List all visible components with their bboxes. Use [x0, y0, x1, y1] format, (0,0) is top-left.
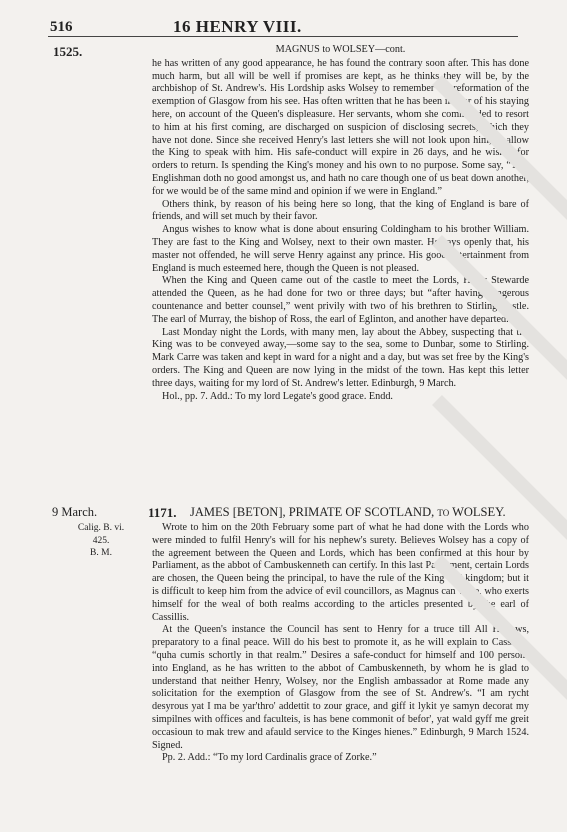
paragraph: Angus wishes to know what is done about ensuring Coldingham to his brother William. They are fast to the King and Wolsey, next to their own master. He says openly that, his master not offended, he will serve Henry against any prince. His good entertainment from England is much esteemed here, though the Queen is not pleased. — [152, 224, 529, 274]
paragraph: Last Monday night the Lords, with many men, lay about the Abbey, suspecting that the King was to be conveyed away,—some say to the sea, some to Dunbar, some to Stirling. Mark Carre was taken and kept in ward for a night and a day, but was set free by the King's orders. The King and Queen are now lying in the midst of the town. Has kept this letter three days, waiting for my lord of St. Andrew's letter. Edinburgh, 9 March. — [152, 326, 529, 389]
endorsement-line: Pp. 2. Add.: “To my lord Cardinalis grace of Zorke.” — [162, 752, 377, 764]
entry-title: JAMES [BETON], PRIMATE OF SCOTLAND, to WOLSEY. — [190, 505, 506, 519]
paragraph: Wrote to him on the 20th February some part of what he had done with the Lords who were minded to fulfil Henry's will for his nephew's surety. Believes Wolsey has a copy of the agreement between the Queen and Lords, which has been confirmed at this hour by Parliament, as the abbot of Cambuskenneth can certify. In this last Parliament, certain Lords are chosen, the Queen being the principal, to have the rule of the King and kingdom; but it is difficult to keep him from the advice of evil councillors, as Magnus can write, who exerts himself for the weal of both realms according to the articles presented by the earl of Cassillis. — [152, 522, 529, 623]
entry-date: 9 March. — [52, 505, 98, 519]
entry-number: 1171. — [148, 505, 177, 520]
running-title: 16 HENRY VIII. — [173, 17, 302, 36]
margin-reference — [56, 522, 146, 560]
page-number: 516 — [50, 19, 73, 35]
section-beton — [152, 522, 529, 765]
paragraph: At the Queen's instance the Council has sent to Henry for a truce till All Hallows, preparatory to a final peace. Will do his best to promote it, as he will explain to Cassillis, “quha cumis schortly in that realm.” Desires a safe-conduct for himself and 100 persons into England, as he has written to the abbot of Cambuskenneth, by whom he is glad to understand that neither Henry, Wolsey, nor the English ambassador at Rome made any solicitation for the exemption of Glasgow from the see of St. Andrew's. “I am rycht desyrous yat I ma be yar'thro' addettit to zour grace, and giff it lykit ye samyn decorat my simpilnes with offices and faculteis, is has bene commonit of befor', yat wald gyff me greit occasioun to mak trew and afauld service to the Kinges hienes.” Edinburgh, 9 March 1524. Signed. — [152, 624, 529, 751]
section-magnus — [152, 44, 529, 403]
margin-ref-line: Calig. B. vi. — [77, 523, 125, 533]
endorsement-line: Hol., pp. 7. Add.: To my lord Legate's good grace. Endd. — [162, 390, 393, 402]
header-rule — [48, 36, 518, 37]
paragraph: When the King and Queen came out of the castle to meet the Lords, Harry Stewarde attended the Queen, as he had done for two or three days; but “after having dangerous countenance and better counsel,” went privily with two of his brethren to Stirling Castle. The earl of Murray, the bishop of Ross, the earl of Eglinton, and another have departed. — [152, 275, 529, 325]
margin-ref-line: B. M. — [90, 548, 112, 559]
margin-ref-line: 425. — [92, 535, 110, 546]
margin-year: 1525. — [53, 44, 83, 59]
paragraph: he has written of any good appearance, he has found the contrary soon after. This has done much harm, but all will be well if promises are kept, as he thinks they will be, by the archbishop of St. Andrew's. His Lordship asks Wolsey to remember the reformation of the exemption of Glasgow from his see. Has often written that he has been in fear of his staying here, on account of the Queen's displeasure. Her servants, whom she commanded to resort to him at his first coming, are discharged on suspicion of disclosing secrets, which they have not done. Since she received Henry's last letters she will not look upon him, or allow the King to speak with him. His safe-conduct will expire in 26 days, and he wishes for orders to return. Is spending the King's money and his own to no purpose. Some say, “This Englishman doth no good amongst us, and hath no care though one of us beat down another, for we would be of the same mind and opinion if we were in England.” — [152, 57, 529, 197]
paragraph: Others think, by reason of his being here so long, that the king of England is bare of friends, and will set much by their favor. — [152, 198, 529, 223]
section-heading: MAGNUS to WOLSEY—cont. — [275, 44, 406, 55]
